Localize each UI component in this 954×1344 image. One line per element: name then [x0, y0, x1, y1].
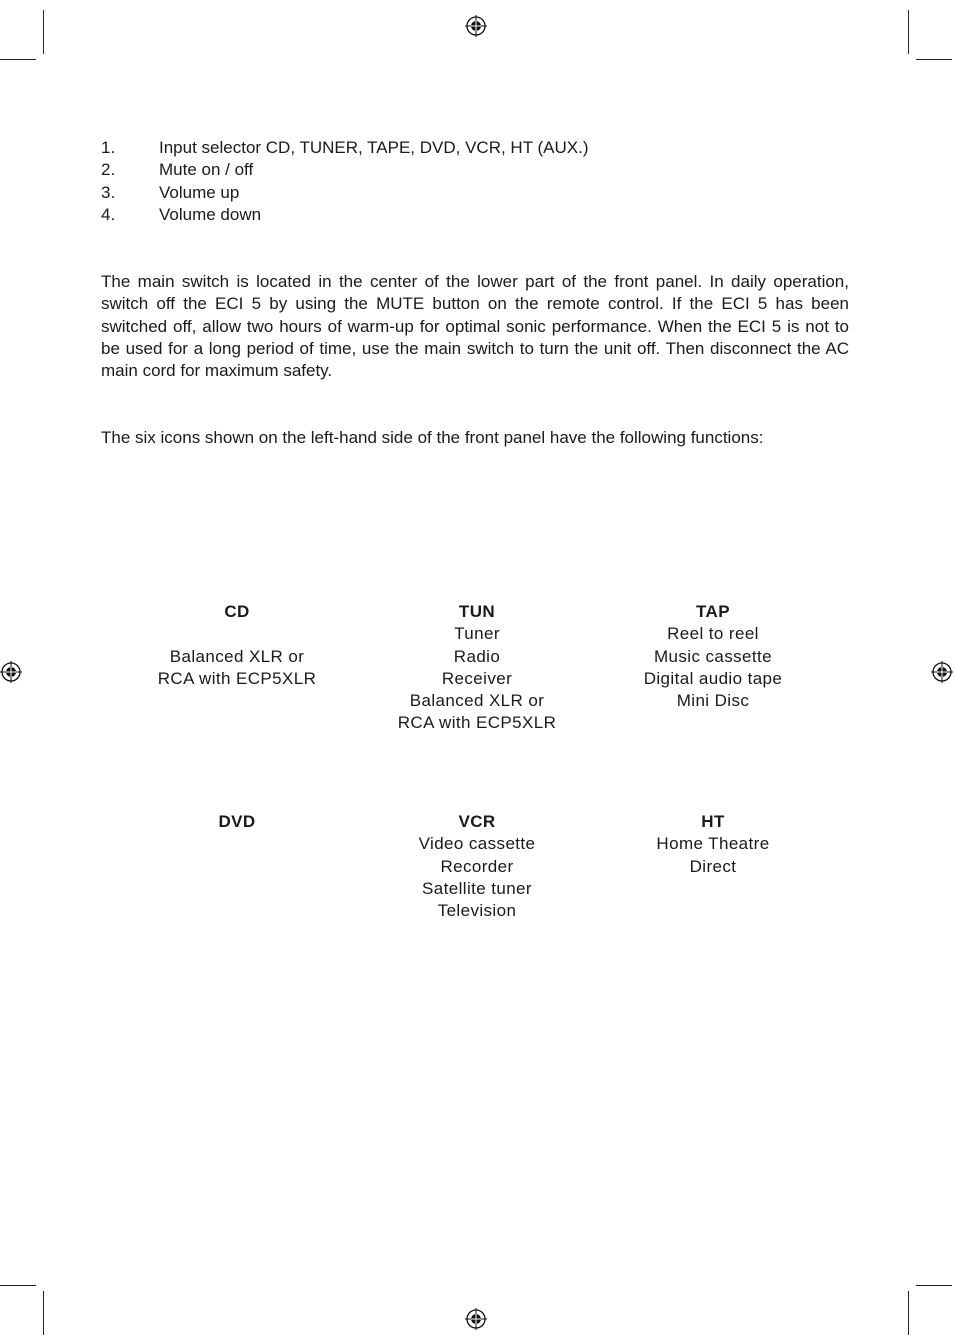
list-item [101, 182, 589, 204]
crop-mark-bottom-left-horizontal [0, 1285, 36, 1286]
icon-name-cd: CD [224, 602, 250, 621]
icon-block-vcr [357, 811, 597, 922]
list-item-text: Volume down [159, 204, 262, 224]
icon-desc-cd: Balanced XLR or RCA with ECP5XLR [157, 646, 317, 688]
crop-mark-top-left-vertical [43, 10, 44, 54]
crop-mark-top-right-horizontal [916, 59, 952, 60]
icon-desc-vcr: Video cassette Recorder Satellite tuner Television [418, 834, 536, 921]
registration-mark-icon [0, 661, 22, 683]
remote-functions-list [101, 137, 589, 226]
main-switch-paragraph: The main switch is located in the center of the lower part of the front panel. In daily operation, switch off the ECI 5 by using the MUTE button on the remote control. If the ECI 5 has been switched off, allow two hours of warm-up for optimal sonic performance. When the ECI 5 is not to be used for a long period of time, use the main switch to turn the unit off. Then disconnect the AC main cord for maximum safety. [101, 272, 849, 381]
list-item-text: Input selector CD, TUNER, TAPE, DVD, VCR, HT (AUX.) [159, 138, 589, 157]
icon-block-ht [593, 811, 833, 878]
icon-desc-ht: Home Theatre Direct [656, 834, 770, 876]
icon-name-vcr: VCR [458, 812, 496, 831]
list-item-number: 2. [101, 160, 116, 180]
list-item [101, 204, 589, 226]
icons-intro-paragraph: The six icons shown on the left-hand side of the front panel have the following functions: [101, 428, 764, 447]
icon-block-dvd [117, 811, 357, 833]
crop-mark-bottom-right-vertical [908, 1291, 909, 1335]
list-item-text: Mute on / off [159, 160, 254, 180]
list-item-number: 1. [101, 138, 116, 157]
crop-mark-bottom-left-vertical [43, 1291, 44, 1335]
list-item-number: 3. [101, 182, 116, 202]
icon-name-tap: TAP [696, 602, 730, 621]
registration-mark-icon [465, 15, 487, 37]
icon-block-tun [357, 601, 597, 735]
list-item-text: Volume up [159, 182, 240, 202]
icon-name-ht: HT [701, 812, 725, 831]
list-item-number: 4. [101, 204, 116, 224]
list-item [101, 159, 589, 181]
registration-mark-icon [465, 1308, 487, 1330]
crop-mark-top-right-vertical [908, 10, 909, 54]
list-item [101, 137, 589, 159]
icon-name-tun: TUN [458, 602, 496, 621]
crop-mark-bottom-right-horizontal [916, 1285, 952, 1286]
icon-block-tap [593, 601, 833, 712]
icon-name-dvd: DVD [218, 812, 256, 831]
icon-desc-tap: Reel to reel Music cassette Digital audio tape Mini Disc [643, 624, 783, 711]
icon-desc-tun: Tuner Radio Receiver Balanced XLR or RCA with ECP5XLR [397, 624, 557, 733]
registration-mark-icon [931, 661, 953, 683]
icon-block-cd [117, 601, 357, 690]
crop-mark-top-left-horizontal [0, 59, 36, 60]
